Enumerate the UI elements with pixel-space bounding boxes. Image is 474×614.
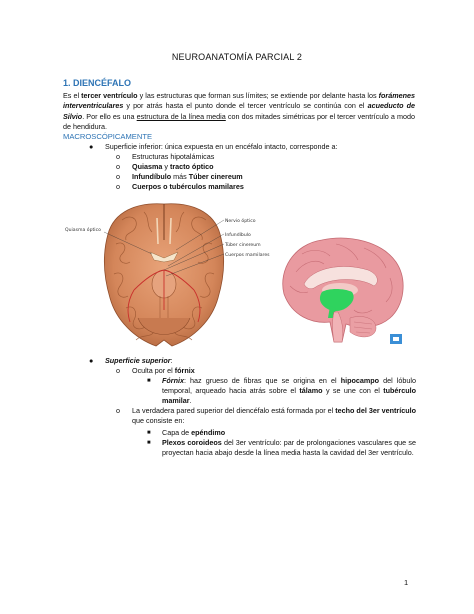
circle-bullet-icon: o: [116, 366, 120, 375]
bullet-text: Superficie inferior: única expuesta en un encéfalo intacto, corresponde a:: [105, 142, 338, 151]
text-run: con dos mitades simétricas por el tercer ventrículo a modo de hendidura.: [63, 111, 415, 132]
brain-inferior-view-image: [64, 200, 270, 350]
bullet-superficie-inferior: [89, 142, 338, 152]
text-run: que consiste en:: [132, 416, 185, 425]
list-item: [116, 172, 243, 182]
term-foramenes: forámenes interventriculares: [63, 91, 415, 111]
circle-bullet-icon: o: [116, 172, 120, 181]
text-run: y por atrás hasta el punto donde el tercer ventrículo se continúa con el: [123, 101, 368, 111]
list-item: [116, 162, 214, 172]
term-tuberculo-mamilar: tubérculo mamilar: [162, 386, 416, 405]
circle-bullet-icon: o: [116, 152, 120, 161]
document-title: NEUROANATOMÍA PARCIAL 2: [171, 52, 303, 62]
list-item: [116, 182, 244, 192]
term-tercer-ventriculo: tercer ventrículo: [81, 91, 138, 100]
list-item-bold: Quiasma: [132, 162, 163, 171]
label-tuber-cinereum: Túber cinereum: [225, 243, 261, 248]
list-item-text: Oculta por el: [132, 366, 175, 375]
term-talamo: tálamo: [299, 386, 323, 395]
bullet-dot-icon: ●: [89, 356, 94, 365]
list-item-pared-superior: [116, 406, 416, 426]
bullet-text: Superficie superior: [105, 356, 171, 365]
term-ependimo: epéndimo: [191, 428, 226, 437]
circle-bullet-icon: o: [116, 406, 120, 415]
list-item-bold: Cuerpos o tubérculos mamilares: [132, 182, 244, 191]
list-item-text: Estructuras hipotalámicas: [132, 152, 215, 161]
text-run: del 3er ventrículo: par de prolongaciones vasculares que se proyectan hacia abajo desde la línea media hasta la cavidad del 3er ventrículo.: [162, 438, 416, 457]
text-run: .: [189, 396, 192, 405]
term-fornix-def: Fórnix: [162, 376, 184, 385]
text-run: Es el: [63, 91, 82, 100]
sub-item-capa: [147, 428, 226, 438]
list-item-text: y: [162, 162, 170, 171]
term-acueducto: acueducto de Silvio: [63, 101, 415, 121]
text-run: Capa de: [162, 428, 192, 437]
page-number: 1: [404, 578, 409, 587]
text-run: . Por ello es una: [82, 111, 137, 121]
square-bullet-icon: ■: [147, 440, 151, 446]
text-run: del lóbulo temporal, arqueado hacia atrás sobre el: [162, 376, 416, 395]
circle-bullet-icon: o: [116, 162, 120, 171]
term-plexos-coroideos: Plexos coroideos: [162, 438, 222, 447]
intro-paragraph: [63, 91, 415, 133]
label-cuerpos-mamilares: Cuerpos mamilares: [225, 253, 270, 258]
text-run: y se une con el: [322, 386, 384, 395]
sub-item-plexos: [147, 438, 416, 458]
brain-sagittal-view-image: [272, 232, 410, 348]
subheading-macroscopicamente: MACROSCÓPICAMENTE: [63, 132, 153, 141]
bullet-dot-icon: ●: [89, 142, 94, 151]
text-run: La verdadera pared superior del diencéfalo está formada por el: [132, 406, 336, 415]
square-bullet-icon: ■: [147, 378, 151, 384]
list-item-bold: Túber cinereum: [188, 172, 243, 181]
colon: :: [170, 356, 173, 365]
list-item: [116, 152, 215, 162]
list-item-bold: Infundíbulo: [132, 172, 172, 181]
list-item-text: más: [171, 172, 189, 181]
text-run: : haz grueso de fibras que se origina en el: [183, 376, 341, 385]
term-techo-3er-ventriculo: techo del 3er ventrículo: [335, 406, 416, 415]
term-hipocampo: hipocampo: [340, 376, 380, 385]
label-quiasma-optico: Quiasma óptico: [65, 228, 101, 233]
list-item-oculta: [116, 366, 195, 376]
bullet-superficie-superior: [89, 356, 173, 366]
text-run: y las estructuras que forman sus límites; se extiende por delante hasta los: [137, 91, 379, 100]
label-infundibulo: Infundíbulo: [225, 233, 251, 238]
circle-bullet-icon: o: [116, 182, 120, 191]
section-heading: 1. DIENCÉFALO: [63, 78, 132, 88]
term-fornix: fórnix: [174, 366, 195, 375]
label-nervio-optico: Nervio óptico: [225, 219, 256, 224]
sub-item-fornix: [147, 376, 416, 406]
square-bullet-icon: ■: [147, 430, 151, 436]
underlined-phrase: estructura de la línea media: [136, 111, 226, 121]
list-item-bold: tracto óptico: [169, 162, 214, 171]
